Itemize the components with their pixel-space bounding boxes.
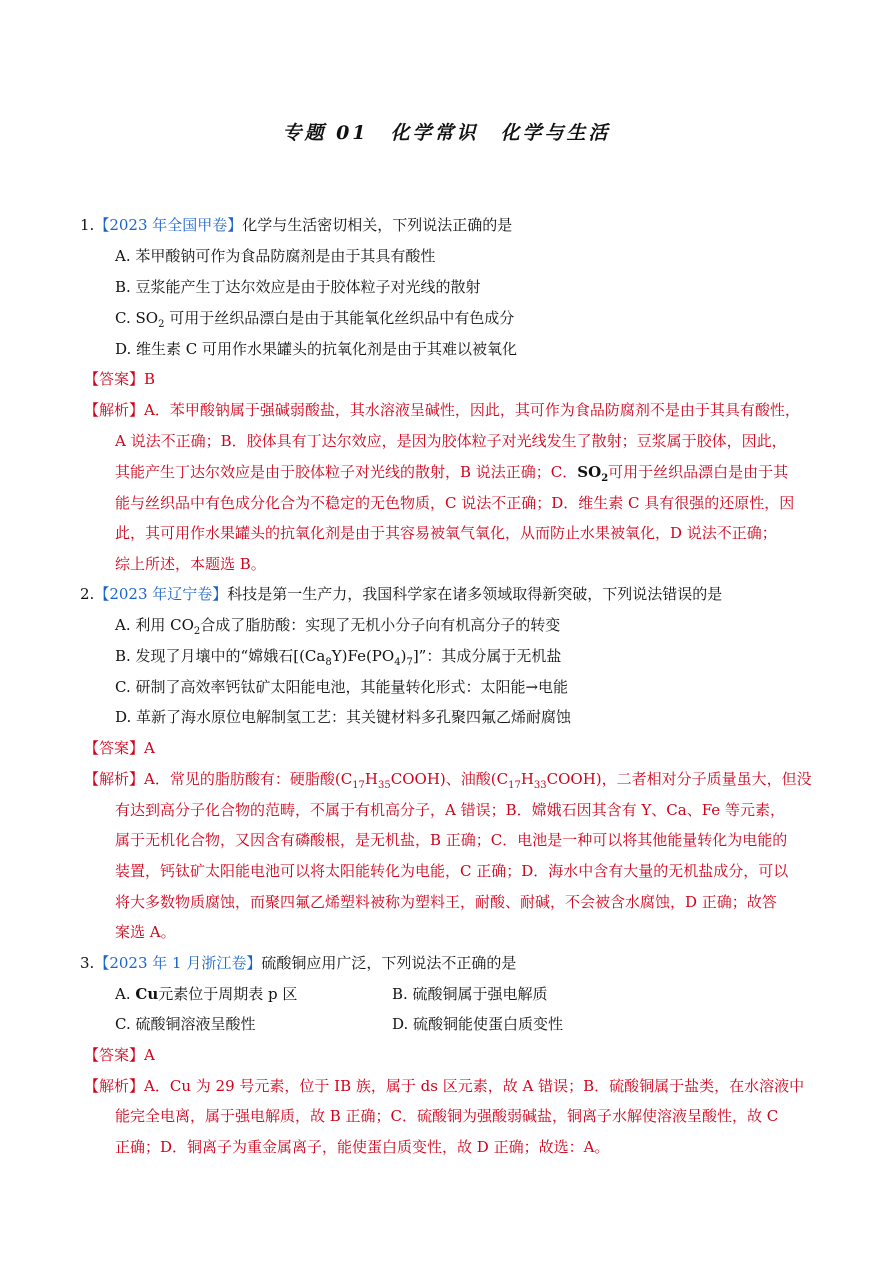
q1-option-c-pre: C. SO — [115, 309, 159, 327]
q2-exp1-a: A．常见的脂肪酸有：硬脂酸(C — [144, 770, 353, 788]
q1-explanation-line3 — [115, 461, 788, 490]
q1-stem — [80, 214, 512, 236]
q3-option-a-post: 元素位于周期表 p 区 — [158, 985, 298, 1003]
q2-exp1-e: COOH)，二者相对分子质量虽大，但没 — [546, 770, 812, 788]
q1-exp3-post: 可用于丝织品漂白是由于其 — [608, 463, 789, 481]
q3-explanation-line3: 正确；D．铜离子为重金属离子，能使蛋白质变性，故 D 正确；故选：A。 — [115, 1138, 610, 1156]
q2-exp1-s4: 33 — [533, 780, 547, 791]
q3-option-c: C. 硫酸铜溶液呈酸性 — [115, 1015, 256, 1033]
q1-option-c-sub: 2 — [158, 319, 165, 330]
q1-exp3-pre: 其能产生丁达尔效应是由于胶体粒子对光线的散射，B 说法正确；C． — [115, 463, 578, 481]
q3-bracket-left: 【 — [94, 954, 110, 972]
q1-option-c — [115, 307, 514, 336]
q2-source-tag: 2023 年辽宁卷 — [109, 585, 213, 603]
q3-explanation-line2: 能完全电离，属于强电解质，故 B 正确；C．硫酸铜为强酸弱碱盐，铜离子水解使溶液呈酸性，故 C — [115, 1107, 779, 1125]
q1-source-tag: 2023 年全国甲卷 — [109, 216, 228, 234]
q2-option-b-mid2: ) — [400, 647, 407, 665]
q2-exp1-s3: 17 — [508, 780, 521, 791]
q1-option-c-post: 可用于丝织品漂白是由于其能氧化丝织品中有色成分 — [164, 309, 515, 327]
q2-bracket-right: 】 — [212, 585, 228, 603]
q3-explanation-line1 — [84, 1075, 804, 1097]
q3-option-a — [115, 983, 297, 1005]
q1-explanation-line6: 综上所述，本题选 B。 — [115, 555, 266, 573]
q2-explanation-line2: 有达到高分子化合物的范畴，不属于有机高分子，A 错误；B．嫦娥石因其含有 Y、Ca、Fe 等元素， — [115, 801, 785, 819]
q3-option-b: B. 硫酸铜属于强电解质 — [392, 985, 548, 1003]
q1-option-d: D. 维生素 C 可用作水果罐头的抗氧化剂是由于其难以被氧化 — [115, 340, 518, 358]
q2-number: 2. — [80, 585, 95, 603]
q2-explanation-line6: 案选 A。 — [115, 923, 176, 941]
q1-bracket-right: 】 — [227, 216, 243, 234]
q1-stem-text: 化学与生活密切相关，下列说法正确的是 — [242, 216, 513, 234]
page-title: 专题 01 化学常识 化学与生活 — [282, 122, 611, 144]
q2-option-a-sub: 2 — [193, 626, 201, 637]
q1-exp-label: 【解析】 — [84, 401, 145, 419]
q2-explanation-line5: 将大多数物质腐蚀，而聚四氟乙烯塑料被称为塑料王，耐酸、耐碱，不会被含水腐蚀，D 正确；故答 — [115, 893, 777, 911]
q1-number: 1. — [80, 216, 95, 234]
q1-answer: 【答案】B — [84, 370, 156, 388]
q2-option-b-mid: Y)Fe(PO — [331, 647, 395, 665]
q1-explanation-line4: 能与丝织品中有色成分化合为不稳定的无色物质，C 说法不正确；D．维生素 C 具有很强的还原性，因 — [115, 494, 795, 512]
q2-stem-text: 科技是第一生产力，我国科学家在诸多领域取得新突破，下列说法错误的是 — [227, 585, 723, 603]
q2-exp1-s2: 35 — [378, 780, 391, 791]
q3-exp-label: 【解析】 — [84, 1077, 145, 1095]
q2-option-b-pre: B. 发现了月壤中的“嫦娥石[(Ca — [115, 647, 326, 665]
q2-option-c: C. 研制了高效率钙钛矿太阳能电池，其能量转化形式：太阳能→电能 — [115, 678, 569, 696]
q3-stem-text: 硫酸铜应用广泛，下列说法不正确的是 — [261, 954, 517, 972]
q1-explanation-line5: 此，其可用作水果罐头的抗氧化剂是由于其容易被氧气氧化，从而防止水果被氧化，D 说法不正确； — [115, 524, 777, 542]
q2-stem — [80, 583, 722, 605]
q2-exp1-d: H — [520, 770, 534, 788]
q3-bracket-right: 】 — [246, 954, 262, 972]
q3-answer: 【答案】A — [84, 1046, 155, 1064]
q1-bracket-left: 【 — [94, 216, 110, 234]
q2-option-d: D. 革新了海水原位电解制氢工艺：其关键材料多孔聚四氟乙烯耐腐蚀 — [115, 708, 572, 726]
q2-option-b-sub3: 7 — [406, 657, 413, 668]
q3-option-a-pre: A. — [115, 985, 136, 1003]
q2-option-b-post: ]”：其成分属于无机盐 — [412, 647, 562, 665]
q2-exp1-b: H — [364, 770, 379, 788]
q3-source-tag: 2023 年 1 月浙江卷 — [109, 954, 247, 972]
q2-answer: 【答案】A — [84, 739, 155, 757]
q2-option-b — [115, 645, 561, 674]
q1-exp3-so: SO — [577, 463, 602, 481]
q2-option-b-sub2: 4 — [394, 657, 401, 668]
q1-exp3-sub: 2 — [601, 473, 609, 484]
q2-exp-label: 【解析】 — [84, 770, 145, 788]
q1-explanation-line1 — [84, 399, 800, 421]
q2-option-a-post: 合成了脂肪酸：实现了无机小分子向有机高分子的转变 — [200, 616, 561, 634]
q2-option-a-pre: A. 利用 CO — [115, 616, 194, 634]
q2-bracket-left: 【 — [94, 585, 110, 603]
q3-option-a-cu: Cu — [135, 985, 159, 1003]
q2-option-a — [115, 614, 560, 643]
q2-exp1-s1: 17 — [352, 780, 365, 791]
q3-exp1: A．Cu 为 29 号元素，位于 IB 族，属于 ds 区元素，故 A 错误；B．硫酸铜属于盐类，在水溶液中 — [144, 1077, 805, 1095]
q1-option-a: A. 苯甲酸钠可作为食品防腐剂是由于其具有酸性 — [115, 247, 436, 265]
q1-explanation-line2: A 说法不正确；B．胶体具有丁达尔效应，是因为胶体粒子对光线发生了散射；豆浆属于胶体，因此， — [115, 432, 787, 450]
q1-exp-text1: A．苯甲酸钠属于强碱弱酸盐，其水溶液呈碱性，因此，其可作为食品防腐剂不是由于其具有酸性， — [144, 401, 800, 419]
q1-option-b: B. 豆浆能产生丁达尔效应是由于胶体粒子对光线的散射 — [115, 278, 481, 296]
q2-option-b-sub1: 8 — [325, 657, 332, 668]
q2-explanation-line1 — [84, 768, 812, 797]
q2-explanation-line4: 装置，钙钛矿太阳能电池可以将太阳能转化为电能，C 正确；D．海水中含有大量的无机盐成分，可以 — [115, 862, 789, 880]
q3-number: 3. — [80, 954, 95, 972]
q3-option-d: D. 硫酸铜能使蛋白质变性 — [392, 1015, 564, 1033]
q2-exp1-c: COOH)、油酸(C — [390, 770, 509, 788]
q2-explanation-line3: 属于无机化合物，又因含有磷酸根，是无机盐，B 正确；C．电池是一种可以将其他能量转化为电能的 — [115, 831, 788, 849]
q3-stem — [80, 952, 516, 974]
